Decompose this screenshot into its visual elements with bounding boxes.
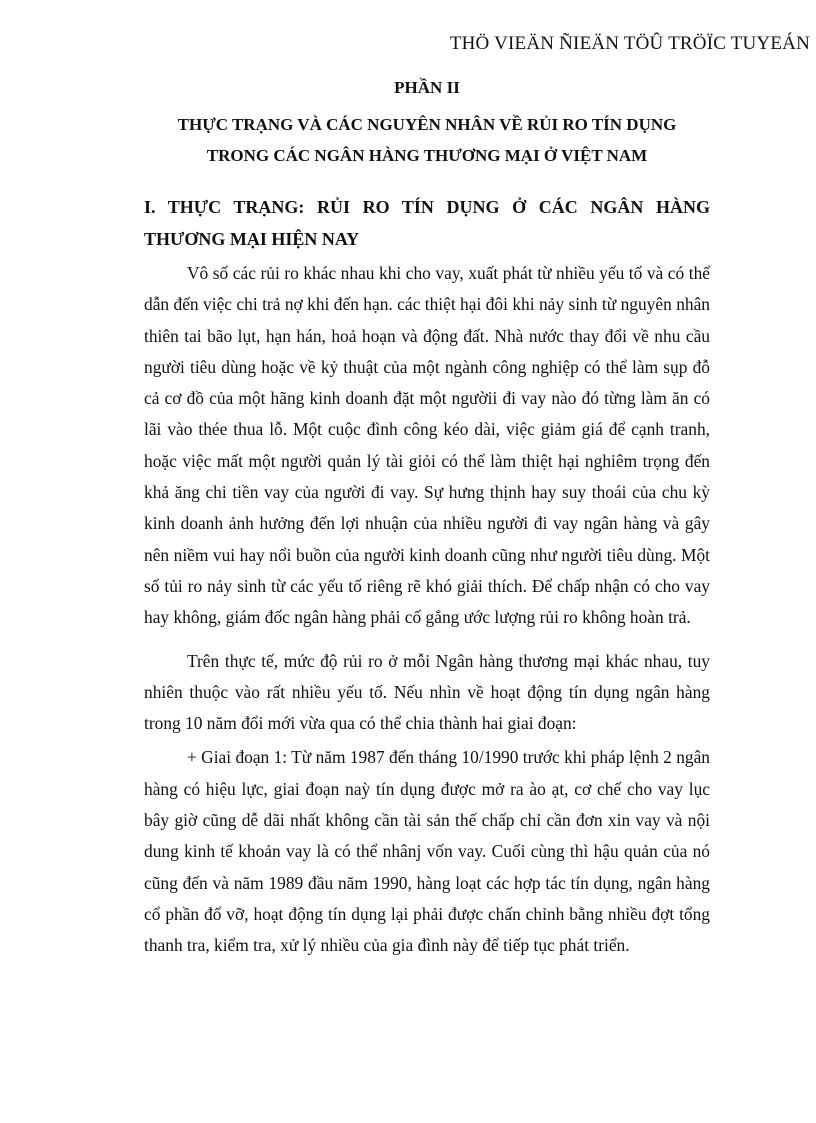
section-heading: I. THỰC TRẠNG: RỦI RO TÍN DỤNG Ở CÁC NGÂN HÀNG THƯƠNG MẠI HIỆN NAY bbox=[144, 197, 710, 249]
chapter-title-line-2: TRONG CÁC NGÂN HÀNG THƯƠNG MẠI Ở VIỆT NAM bbox=[206, 146, 648, 165]
header-watermark: THÖ VIEÄN ÑIEÄN TÖÛ TRÖÏC TUYEÁN bbox=[449, 33, 810, 54]
part-title: PHẦN II bbox=[394, 78, 460, 97]
document-page bbox=[144, 76, 710, 962]
body-paragraph-1: Vô số các rủi ro khác nhau khi cho vay, xuất phát từ nhiều yếu tố và có thể dẫn đến việc chi trả nợ khi đến hạn. các thiệt hại đôi khi nảy sinh từ nguyên nhân thiên tai bão lụt, hạn hán, hoả hoạn và động đất. Nhà nước thay đổi về nhu cầu người tiêu dùng hoặc về kỷ thuật của một ngành công nghiệp có thể làm sụp đỗ cả cơ đồ của một hãng kinh doanh đặt một ngườii đi vay nào đó từng làm ăn có lãi vào thée thua lỗ. Một cuộc đình công kéo dài, việc giảm giá để cạnh tranh, hoặc việc mất một người quản lý tài giỏi có thể làm thiệt hại nghiêm trọng đến khả ăng chi tiền vay của người đi vay. Sự hưng thịnh hay suy thoái của chu kỳ kinh doanh ảnh hưởng đến lợi nhuận của nhiều người đi vay ngân hàng và gây nên niềm vui hay nổi buồn của người kinh doanh cũng như người tiêu dùng. Một số tủi ro nảy sinh từ các yếu tố riêng rẽ khó giải thích. Để chấp nhận có cho vay hay không, giám đốc ngân hàng phải cố gắng ước lượng rủi ro không hoàn trả. bbox=[144, 263, 710, 628]
body-paragraph-3: + Giai đoạn 1: Từ năm 1987 đến tháng 10/1990 trước khi pháp lệnh 2 ngân hàng có hiệu lực, giai đoạn naỳ tín dụng được mở ra ào ạt, cơ chế cho vay lục bây giờ cũng dễ dãi nhất không cần tài sản thế chấp chỉ cần đơn xin vay và nội dung kinh tế khoản vay là có thể nhânj vốn vay. Cuối cùng thì hậu quản của nó cũng đến và năm 1989 đầu năm 1990, hàng loạt các hợp tác tín dụng, ngân hàng cổ phần đổ vỡ, hoạt động tín dụng lại phải được chấn chỉnh bằng nhiều đợt tổng thanh tra, kiểm tra, xử lý nhiều của gia đình này để tiếp tục phát triển. bbox=[144, 747, 710, 956]
body-paragraph-2: Trên thực tế, mức độ rủi ro ở mỗi Ngân hàng thương mại khác nhau, tuy nhiên thuộc vào rất nhiều yếu tố. Nếu nhìn về hoạt động tín dụng ngân hàng trong 10 năm đổi mới vừa qua có thể chia thành hai giai đoạn: bbox=[144, 650, 710, 734]
chapter-title bbox=[144, 109, 710, 171]
chapter-title-line-1: THỰC TRẠNG VÀ CÁC NGUYÊN NHÂN VỀ RỦI RO TÍN DỤNG bbox=[177, 115, 677, 134]
